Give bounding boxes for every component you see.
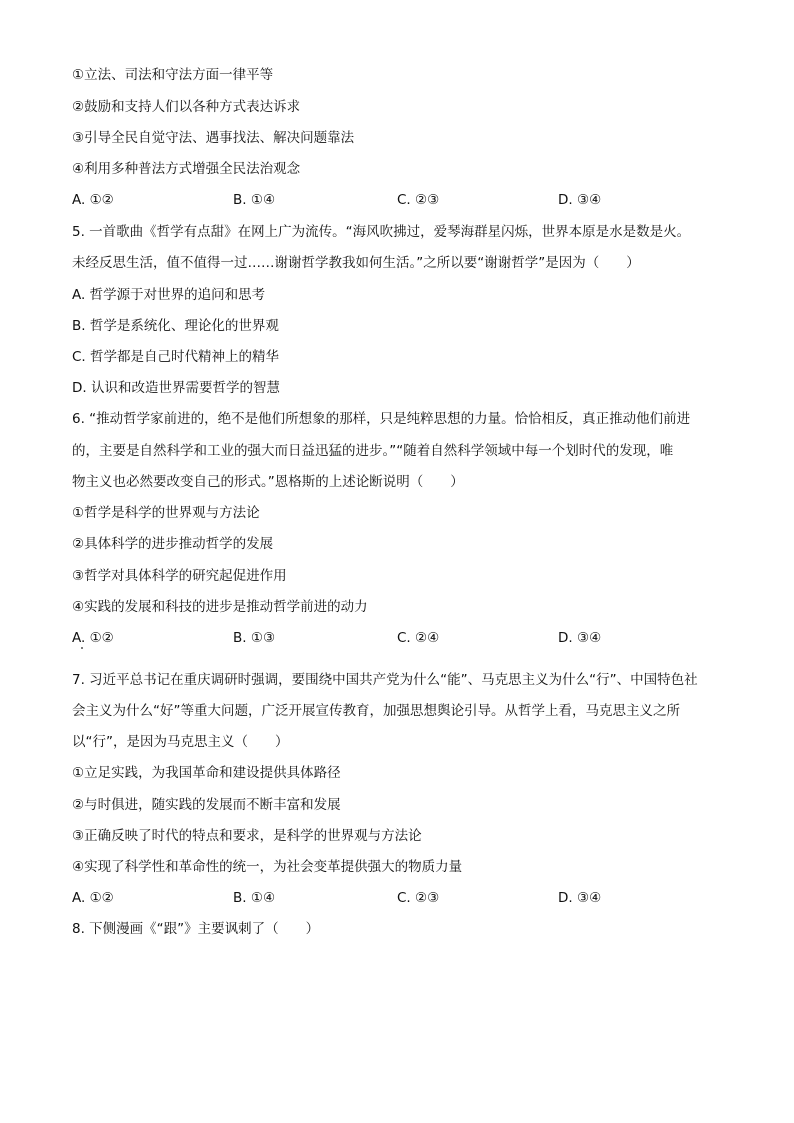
q5-option-b: B. 哲学是系统化、理论化的世界观 [72, 318, 279, 334]
stray-dot [81, 647, 83, 649]
option-b: B. ①④ [233, 890, 276, 906]
q6-statement-2: ②具体科学的进步推动哲学的发展 [72, 536, 274, 552]
q6-statement-1: ①哲学是科学的世界观与方法论 [72, 505, 260, 521]
option-b: B. ①③ [233, 630, 276, 646]
option-a: A. ①② [72, 630, 114, 646]
option-a: A. ①② [72, 890, 114, 906]
q7-stem-line-2: 会主义为什么“好”等重大问题，广泛开展宣传教育，加强思想舆论引导。从哲学上看，马克思主义之所 [72, 703, 680, 719]
q6-statement-4: ④实践的发展和科技的进步是推动哲学前进的动力 [72, 599, 368, 615]
q5-stem-line-1: 5. 一首歌曲《哲学有点甜》在网上广为流传。“海风吹拂过，爱琴海群星闪烁，世界本原是水是数是火。 [72, 224, 691, 240]
q5-option-d: D. 认识和改造世界需要哲学的智慧 [72, 380, 280, 396]
top-statement-1: ①立法、司法和守法方面一律平等 [72, 67, 274, 83]
top-statement-4: ④利用多种普法方式增强全民法治观念 [72, 161, 301, 177]
option-d: D. ③④ [558, 192, 602, 208]
q6-stem-line-1: 6. “推动哲学家前进的，绝不是他们所想象的那样，只是纯粹思想的力量。恰恰相反，真正推动他们前进 [72, 411, 691, 427]
q7-statement-2: ②与时俱进，随实践的发展而不断丰富和发展 [72, 797, 341, 813]
q7-stem-line-3: 以“行”，是因为马克思主义（ ） [72, 734, 289, 750]
q7-stem-line-1: 7. 习近平总书记在重庆调研时强调，要围绕中国共产党为什么“能”、马克思主义为什么“行”、中国特色社 [72, 672, 698, 688]
q6-statement-3: ③哲学对具体科学的研究起促进作用 [72, 568, 287, 584]
option-d: D. ③④ [558, 890, 602, 906]
q6-options [72, 628, 732, 648]
q5-option-a: A. 哲学源于对世界的追问和思考 [72, 287, 266, 303]
q8-stem-line-1: 8. 下侧漫画《“跟”》主要讽刺了（ ） [72, 921, 320, 937]
q5-stem-line-2: 未经反思生活，值不值得一过……谢谢哲学教我如何生活。”之所以要“谢谢哲学”是因为（ ） [72, 255, 640, 271]
q5-option-c: C. 哲学都是自己时代精神上的精华 [72, 349, 280, 365]
q6-stem-line-3: 物主义也必然要改变自己的形式。”恩格斯的上述论断说明（ ） [72, 474, 464, 490]
top-options [72, 190, 732, 210]
top-statement-3: ③引导全民自觉守法、遇事找法、解决问题靠法 [72, 130, 355, 146]
option-c: C. ②③ [397, 890, 440, 906]
q7-options [72, 888, 732, 908]
q7-statement-3: ③正确反映了时代的特点和要求，是科学的世界观与方法论 [72, 828, 422, 844]
option-d: D. ③④ [558, 630, 602, 646]
q6-stem-line-2: 的，主要是自然科学和工业的强大而日益迅猛的进步。”“随着自然科学领域中每一个划时代的发现，唯 [72, 443, 674, 459]
q7-statement-4: ④实现了科学性和革命性的统一，为社会变革提供强大的物质力量 [72, 859, 463, 875]
option-c: C. ②③ [397, 192, 440, 208]
option-c: C. ②④ [397, 630, 440, 646]
option-a: A. ①② [72, 192, 114, 208]
q7-statement-1: ①立足实践，为我国革命和建设提供具体路径 [72, 765, 341, 781]
option-b: B. ①④ [233, 192, 276, 208]
top-statement-2: ②鼓励和支持人们以各种方式表达诉求 [72, 99, 301, 115]
